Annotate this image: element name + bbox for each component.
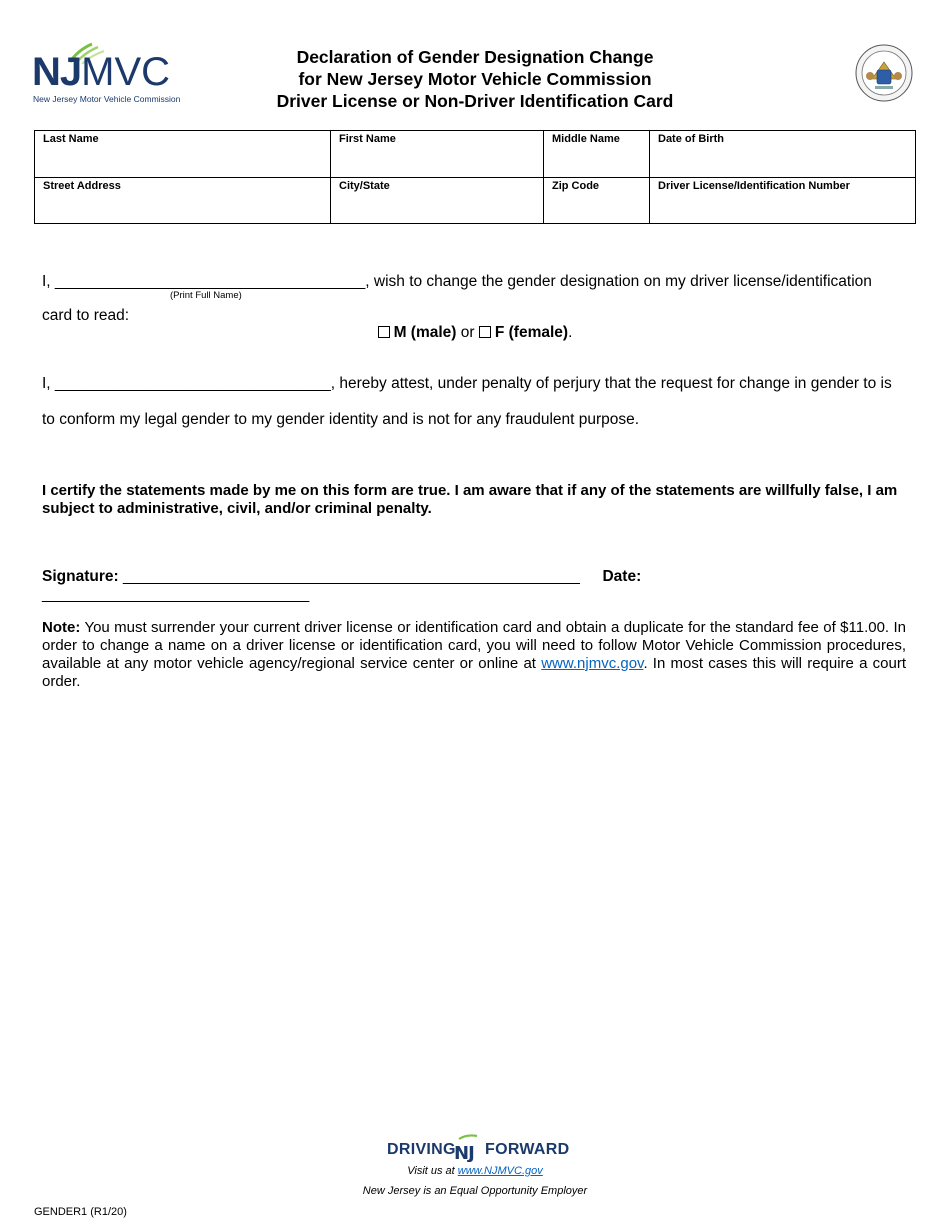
statement-2-suffix: , hereby attest, under penalty of perjury that the request for change in gender to is xyxy=(330,375,892,392)
statement-1-suffix: , wish to change the gender designation on my driver license/identification xyxy=(365,273,872,290)
license-number-label: Driver License/Identification Number xyxy=(658,179,850,192)
nj-mark-icon xyxy=(453,1134,483,1162)
print-full-name-caption: (Print Full Name) xyxy=(170,290,242,301)
print-full-name-blank[interactable]: ____________________________________ xyxy=(54,273,366,290)
table-row xyxy=(35,177,916,224)
first-name-field[interactable] xyxy=(331,131,544,178)
date-line[interactable]: _______________________________ xyxy=(42,586,310,603)
signature-line[interactable]: _____________________________________________________ xyxy=(122,568,580,585)
form-id: GENDER1 (R1/20) xyxy=(34,1206,127,1218)
title-line-2: for New Jersey Motor Vehicle Commission xyxy=(298,69,652,89)
last-name-label: Last Name xyxy=(43,133,99,145)
njmvc-footer-link[interactable]: www.NJMVC.gov xyxy=(457,1165,543,1177)
njmvc-website-link[interactable]: www.njmvc.gov xyxy=(541,655,644,672)
license-number-field[interactable] xyxy=(650,177,916,224)
note-text-2: . In most cases this will require a court order. xyxy=(42,655,906,690)
equal-opportunity-text: New Jersey is an Equal Opportunity Employer xyxy=(362,1185,588,1197)
visit-us-text: Visit us at xyxy=(407,1165,458,1177)
or-text: or xyxy=(456,324,479,341)
statement-2-line-2: to conform my legal gender to my gender identity and is not for any fraudulent purpose. xyxy=(42,411,640,428)
city-state-field[interactable] xyxy=(331,177,544,224)
note-label: Note: xyxy=(42,619,81,636)
zip-code-field[interactable] xyxy=(544,177,650,224)
nj-state-seal-icon xyxy=(855,44,913,102)
title-line-3: Driver License or Non-Driver Identification Card xyxy=(276,91,674,111)
street-address-label: Street Address xyxy=(43,179,121,192)
gender-choice xyxy=(0,324,950,342)
njmvc-logo xyxy=(32,42,182,106)
driving-text: DRIVING xyxy=(387,1141,456,1158)
statement-2-prefix: I, xyxy=(42,375,55,392)
logo-tagline: New Jersey Motor Vehicle Commission xyxy=(33,94,181,104)
date-label: Date: xyxy=(602,568,642,585)
forward-text: FORWARD xyxy=(485,1141,570,1158)
middle-name-field[interactable] xyxy=(544,131,650,178)
svg-text:NJ: NJ xyxy=(454,1143,474,1162)
date-of-birth-label: Date of Birth xyxy=(658,133,724,145)
date-of-birth-field[interactable] xyxy=(650,131,916,178)
statement-2-line-1 xyxy=(42,374,892,394)
note-text-1: You must surrender your current driver license or identification card and obtain a duplicate for the standard fee of $11.00. In order to change a name on a driver license or identification card, you will need to follow Motor Vehicle Commission procedures, available at any motor vehicle agency/regional service center or online at xyxy=(42,619,906,672)
statement-1-line-1 xyxy=(42,272,872,292)
table-row xyxy=(35,131,916,178)
visit-us-line xyxy=(0,1165,950,1177)
statement-1-line-2: card to read: xyxy=(42,307,130,324)
period-text: . xyxy=(568,324,573,341)
signature-row xyxy=(42,568,908,604)
logo-wordmark: NJMVC xyxy=(32,50,171,94)
zip-code-label: Zip Code xyxy=(552,179,600,192)
female-checkbox[interactable] xyxy=(479,326,491,338)
statement-1-prefix: I, xyxy=(42,273,55,290)
applicant-info-table xyxy=(34,130,916,224)
driving-forward-logo xyxy=(385,1132,570,1162)
street-address-field[interactable] xyxy=(35,177,331,224)
male-option-label: M (male) xyxy=(393,324,457,341)
certification-statement: I certify the statements made by me on this form are true. I am aware that if any of the statements are willfully false, I am subject to administrative, civil, and/or criminal penalty. xyxy=(42,482,898,517)
female-option-label: F (female) xyxy=(494,324,569,341)
attest-name-blank[interactable]: ________________________________ xyxy=(54,375,331,392)
city-state-label: City/State xyxy=(339,179,390,192)
page-title xyxy=(200,46,750,112)
first-name-label: First Name xyxy=(339,133,396,145)
male-checkbox[interactable] xyxy=(378,326,390,338)
note-paragraph xyxy=(42,619,906,691)
middle-name-label: Middle Name xyxy=(552,133,620,145)
title-line-1: Declaration of Gender Designation Change xyxy=(296,47,654,67)
last-name-field[interactable] xyxy=(35,131,331,178)
signature-label: Signature: xyxy=(42,568,119,585)
